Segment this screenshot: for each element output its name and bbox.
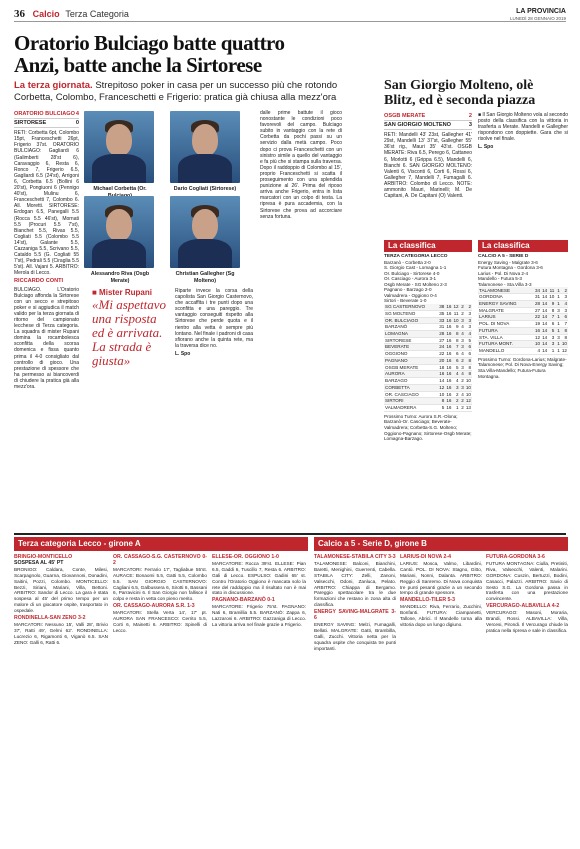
photo-caption: Alessandro Riva (Osgb Merate) — [90, 271, 150, 284]
quote-lead: ■ Mister Rupani — [92, 288, 152, 297]
deck-lead: La terza giornata. — [14, 80, 93, 91]
stat-cell: 2 — [461, 310, 464, 316]
stat-cell: 6 — [465, 344, 472, 351]
result-item: S. Giorgio Cast - Lomagna 1-1 — [384, 265, 447, 271]
stat-cell: 11 — [453, 310, 459, 316]
stat-cell: 16 — [446, 378, 452, 384]
stat-cell: 7 — [548, 314, 555, 321]
stat-cell: 16 — [446, 371, 452, 377]
match-title: ELLESE-OR. OGGIONO 1-0 — [212, 554, 279, 560]
stat-cell: 19 — [534, 321, 541, 327]
stat-cell: 4 — [461, 351, 464, 357]
stat-cell: 5 — [438, 405, 445, 412]
stat-cell: 9 — [548, 301, 555, 308]
stat-cell: 3 — [461, 364, 464, 370]
main-headline — [14, 32, 374, 76]
team-name: OR. BULCIAGO — [384, 317, 438, 324]
standings-row — [384, 324, 472, 331]
match-report: MARCATORE: Frigerio 75'st. PAGNANO: Nati 6, Bramillia 5.5. BARZANÒ: Zappa 6, Lazzaroni 6. ARBITRO: Gazzaniga di Lecco. La vittoria arriva nel finale grazie a Frigerio. — [212, 604, 306, 627]
standings-table — [478, 287, 568, 354]
match-report: RETI: Mandelli 43' 23st, Gallegher 41' 29st, Mandelli 13' 37'st, Gallegher 55' 36'st rig., Mauri 35' 43'st. OSGB MERATE: Riva 6.5, Perego 6, Cattaneo 6, Morlotti 6 (Grippa 6.5), Mandelli 6, Bianchi 6. SAN GIORGIO MOLTENO: Valenti 6, Visconti 6, Corti 6, Rossi 6, Gallegher 7, Mandelli 7, Fumagalli 6. ARBITRO: Colombo di Lecco. NOTE: ammonito Mauri, Marinelli; M. De Capitani, A. De Capitani (O) Valenti. — [384, 132, 472, 200]
page-number: 36 — [14, 8, 25, 20]
main-deck — [14, 80, 374, 104]
stat-cell: 4 — [461, 324, 464, 330]
standings-row — [384, 391, 472, 398]
standings-panel-1 — [384, 240, 472, 442]
team-name: AURORA — [384, 371, 438, 378]
standings-row — [384, 317, 472, 324]
byline: RICCARDO CONTI — [14, 278, 64, 285]
match-title: OR. CASSAGO-S.G. CASTERNOVO 0-2 — [113, 554, 207, 566]
team-name: FUTURA MONT. — [478, 341, 534, 348]
stat-cell: 20 — [439, 357, 445, 363]
team-name: STA. VILLA — [478, 334, 534, 341]
stat-cell: 10 — [465, 391, 471, 397]
match-report: LARIUS: Mosca, Valmo, Libardini, Cantù. POL. DI NOVA: Stagno, Gitto, Mariani, Nonni, Dalanta. ARBITRO: Reggio di Sanremo. Di Nova conquista tre punti pesanti grazie a un secondo tempo di grande spessore. — [400, 560, 482, 596]
stat-cell: 5 — [452, 364, 459, 371]
stat-cell: 10 — [453, 317, 459, 323]
stat-cell: 31 — [439, 324, 445, 330]
result-item: Pagnano - Barzago 2-0 — [384, 287, 432, 293]
team-name: SG MOLTENO — [384, 310, 438, 317]
stat-cell: 5 — [465, 337, 472, 344]
headline-line-1: Oratorio Bulciago batte quattro — [14, 31, 285, 55]
photo-caption: Michael Corbetta (Or. — [93, 186, 147, 192]
match-report: MARCATORI: Ferrario 17', Tagliabue 55'st. AURACE: Bonaomi 5.5, Gatti 5.5, Colombo 5.5. SAN GIORGIO CASTERNOVO: Cagliani 6.5, Galbussera 6, Sirotti 6, Bassani 6, Parravicini 6. Il San Giorgio non fallisce il colpo e resta in vetta con pieno merito. — [113, 566, 207, 602]
stat-cell: 4 — [534, 348, 541, 355]
standings-row — [384, 344, 472, 351]
stat-cell: 8 — [561, 334, 568, 341]
article-column-1 — [14, 110, 79, 528]
stat-cell: 16 — [446, 398, 452, 404]
stat-cell: 18 — [439, 364, 445, 370]
standings-row — [478, 314, 568, 321]
quote-block — [92, 288, 167, 368]
stat-cell: 35 — [439, 310, 445, 316]
stat-cell: 14 — [542, 294, 548, 300]
standings-row — [384, 310, 472, 317]
match-title: TALAMONESE-STABILA CITY 3-3 — [314, 554, 396, 560]
side-article — [384, 78, 568, 108]
side-headline: San Giorgio Molteno, olè Blitz, ed è seconda piazza — [384, 78, 536, 108]
stat-cell: 24 — [439, 344, 445, 350]
stat-cell: 2 — [461, 405, 464, 411]
stat-cell: 4 — [461, 330, 464, 336]
stat-cell: 2 — [461, 304, 464, 310]
result-item: Mandello - Futura 5-3 — [478, 276, 522, 282]
stat-cell: 10 — [561, 341, 567, 347]
team-name: FUTURA — [478, 327, 534, 334]
stat-cell: 3 — [452, 384, 459, 391]
stat-cell: 16 — [446, 357, 452, 363]
team-name: ENERGY SAVING — [478, 301, 534, 308]
story-text: ■ Il San Giorgio Molteno vola al secondo posto della classifica con la vittoria in trasferta a Merate. Mandelli e Gallegher rispondono con doppiette. Gara che si risolve nel finale. — [478, 112, 568, 143]
match-title: BRINGIO-MONTICELLO — [14, 554, 73, 560]
stat-cell: 11 — [549, 287, 555, 293]
stat-cell: 16 — [446, 310, 452, 316]
stat-cell: 3 — [465, 310, 472, 317]
results-column — [212, 553, 306, 843]
stat-cell: 2 — [561, 287, 568, 293]
team-name: MANDELLO — [478, 348, 534, 355]
stat-cell: 10 — [549, 294, 555, 300]
match-title: VERCURAGO-ALBAVILLA 4-2 — [486, 603, 560, 610]
stat-cell: 14 — [542, 307, 548, 313]
standings-group: CALCIO A 5 - SERIE D — [478, 254, 529, 259]
match-note: SOSPESA AL 45' PT — [14, 559, 64, 566]
match-report: MANDELLO: Riva, Ferrario, Zucchini, Bonfanti. FUTURA: Ciampanetti, Tallone, Abrici. Il Mandello torna alla vittoria dopo un lungo digiuno. — [400, 604, 482, 627]
stat-cell: 14 — [542, 321, 548, 327]
stat-cell: 3 — [561, 294, 568, 301]
player-photo — [84, 111, 154, 183]
stat-cell: 10 — [439, 391, 445, 397]
stat-cell: 12 — [561, 348, 567, 354]
results-list — [478, 260, 568, 288]
team-name: TALAMONESE — [478, 287, 534, 293]
headline-line-2: Anzi, batte anche la Sirtorese — [14, 53, 262, 77]
stat-cell: 2 — [465, 304, 472, 310]
team-name: BEVERATE — [384, 344, 438, 351]
next-round: Prossimo Turno: Gordona-Larius; Malgrate-Talamonese; Pol. Di Nova-Energy Saving; Sta.Villa-Mandello; Futura-Futura Montagna. — [478, 356, 567, 379]
stat-cell: 3 — [548, 341, 555, 348]
stat-cell: 31 — [534, 294, 541, 300]
stat-cell: 12 — [465, 398, 471, 404]
standings-title: La classifica — [478, 240, 568, 252]
match-report: VERCURAGO: Masoni, Moraria, Brandi, Rossi. ALBAVILLA: Villa, Vercesi, Pirondi. Il Vercurago chiude la pratica nella ripresa e sale in classifica. — [486, 610, 568, 633]
player-photo — [170, 196, 240, 268]
standings-row — [478, 327, 568, 334]
team-name: BARZANÒ — [384, 324, 438, 331]
results-column — [486, 553, 568, 843]
stat-cell: 6 — [548, 321, 555, 328]
article-column-4 — [175, 288, 253, 528]
team-name: OGGIONO — [384, 351, 438, 358]
standings-row — [384, 384, 472, 391]
standings-row — [384, 337, 472, 344]
story-text: Riparte invece la corsa della capolista San Giorgio Casternovo, che accaffita i tre punti dopo una sconfitta e una pareggio. Tre vantaggio conseguiti rispetto alla Sirtorese che perde quota e il rientro alla vetta è sempre più lontano. Nel finale i padroni di casa sfiorano anche la quinta rete, ma la traversa dice no. — [175, 288, 253, 349]
newspaper-name: LA PROVINCIA — [516, 8, 566, 15]
stat-cell: 4 — [465, 330, 472, 337]
stat-cell: 16 — [446, 330, 452, 336]
match-report: MARCATORI: Nessuno 15', Valli 28', Brivio 37', Ratti 49', Gelmi 62'. RONDINELLA: Lucrezio 6, Rigamonti 6, Viganò 6.5. SAN ZENO: Galli 6, Ratti 6. — [14, 621, 108, 645]
stat-cell: 14 — [542, 314, 548, 320]
stat-cell: 3 — [461, 344, 464, 350]
team-name: SIRTORI — [384, 398, 438, 405]
standings-row — [478, 341, 568, 348]
team-name: LOMAGNA — [384, 330, 438, 337]
standings-row — [478, 301, 568, 308]
stat-cell: 8 — [561, 327, 568, 334]
team-name: CORBETTA — [384, 384, 438, 391]
stat-cell: 8 — [465, 364, 472, 371]
standings-panel-2 — [478, 240, 568, 379]
result-item: Energy Saving - Malgrate 3-6 — [478, 259, 538, 265]
results-column — [400, 553, 482, 843]
standings-row — [478, 307, 568, 314]
article-column-3 — [260, 110, 342, 528]
stat-cell: 14 — [542, 334, 548, 340]
standings-row — [384, 364, 472, 371]
stat-cell: 3 — [557, 307, 560, 313]
stat-cell: 3 — [461, 337, 464, 343]
result-item: Futura Montagna - Gordona 3-6 — [478, 265, 543, 271]
result-item: Talamonese - Sta.Villa 3-3 — [478, 281, 532, 287]
photo-caption: Dario Cogliati (Sirtorese) — [173, 186, 237, 192]
stat-cell: 1 — [452, 405, 459, 412]
issue-date: LUNEDÌ 28 GENNAIO 2019 — [509, 16, 566, 21]
stat-cell: 10 — [465, 378, 471, 384]
stat-cell: 16 — [446, 351, 452, 357]
match-title: LARIUS-DI NOVA 2-4 — [400, 554, 452, 560]
section-band: Calcio a 5 - Serie D, girone B — [314, 537, 568, 551]
standings-row — [384, 351, 472, 358]
player-photo — [84, 196, 154, 268]
section-band: Terza categoria Lecco - girone A — [14, 537, 308, 551]
team-name: LARIUS — [478, 314, 534, 321]
standings-row — [384, 378, 472, 385]
match-report: ENERGY SAVING: Melzi, Fumagalli, Bellati. MALGRATE: Gatti, Brambilla, Galli, Zucchi. Vittoria netta per la squadra ospite che conquista tre punti importanti. — [314, 621, 396, 651]
stat-cell: 16 — [446, 304, 452, 310]
team-name: MALGRATE — [478, 307, 534, 314]
photo-caption: Christian Gallegher (Sg Molteno) — [175, 271, 235, 284]
stat-cell: 1 — [548, 348, 555, 355]
score-row-home: ORATORIO BULCIAGO 4 — [14, 110, 79, 119]
match-title: ENERGY SAVING-MALGRATE 3-6 — [314, 609, 396, 622]
stat-cell: 1 — [557, 341, 560, 347]
stat-cell: 3 — [548, 334, 555, 341]
stat-cell: 1 — [557, 327, 560, 333]
stat-cell: 16 — [446, 317, 452, 323]
team-name: BARZAGO — [384, 378, 438, 385]
pull-quote: «Mi aspettavo una risposta ed è arrivata. La strada è giusta» — [92, 297, 167, 368]
stat-cell: 1 — [557, 301, 560, 307]
side-story — [478, 112, 568, 237]
standings-title: La classifica — [384, 240, 472, 252]
stat-cell: 13 — [465, 405, 471, 411]
stat-cell: 1 — [557, 294, 560, 300]
stat-cell: 3 — [465, 324, 472, 331]
stat-cell: 1 — [557, 287, 560, 293]
match-report: MARCATORE: Rocca 39'st. ELLESE: Pian 6.5, Gaddi 6, Tuscillo 7, Resta 6. ARBITRO: Gali di Lecco. ESPULSO: Gadini 65' st. Contro l'Oratorio Oggiono è mancata solo la rete del raddoppio ma il risultato non è mai stato in discussione. — [212, 560, 306, 596]
stat-cell: 27 — [534, 307, 541, 313]
page-header — [14, 8, 566, 22]
stat-cell: 4 — [452, 378, 459, 385]
stat-cell: 1 — [557, 321, 560, 327]
standings-row — [384, 371, 472, 378]
stat-cell: 28 — [534, 301, 541, 307]
stat-cell: 2 — [461, 357, 464, 363]
stat-cell: 27 — [439, 337, 445, 343]
stat-cell: 8 — [465, 371, 472, 378]
stat-cell: 16 — [446, 344, 452, 350]
standings-row — [478, 321, 568, 328]
team-name: OSGB MERATE — [384, 364, 438, 371]
stat-cell: 7 — [561, 321, 568, 328]
stat-cell: 3 — [465, 317, 472, 324]
match-title: OR. CASSAGO-AURORA S.R. 1-3 — [113, 603, 195, 610]
standings-table — [384, 304, 472, 412]
divider — [14, 533, 566, 535]
stat-cell: 8 — [548, 307, 555, 314]
next-round: Prossimo Turno: Aurora S.R.-Olona; Barzanò-Or. Casciago; Beverate-Valmadrera; Corbetta-S.G. Molteno; Oggiono-Pagnano; Sirtorese-Osgb Merate; Lomagna-Barzago. — [384, 413, 472, 442]
stat-cell: 10 — [465, 384, 471, 390]
story-text: BULCIAGO. L'Oratorio Bulciago affonda la Sirtorese con un secco e strepitoso poker e si aggiudica il match valido per la terza giornata di ritorno del campionato lecchese di Terza categoria. La squadra di mister Rupani domina la rocambolesca sconfitta della scorsa domenica e fissa quanto prima il 4-0 consigliato dal controllo di gioco. Una prestazione di spessore che ha permesso ai biancoverdi di chiudere la pratica già alla mezz'ora. — [14, 286, 79, 391]
stat-cell: 6 — [465, 351, 472, 358]
subsection-label: Terza Categoria — [65, 9, 129, 19]
match-title: FUTURA-GORDONA 3-6 — [486, 554, 545, 560]
standings-row — [384, 330, 472, 337]
stat-cell: 12 — [439, 384, 445, 390]
result-item: Larius - Pol. Di Nova 2-4 — [478, 270, 529, 276]
stat-cell: 22 — [439, 351, 445, 357]
standings-row — [384, 405, 472, 412]
stat-cell: 16 — [446, 384, 452, 390]
team-name: SIRTORESE — [384, 337, 438, 344]
results-column — [14, 553, 108, 843]
stat-cell: 3 — [557, 334, 560, 340]
stat-cell: 16 — [446, 405, 452, 411]
stat-cell: 14 — [542, 348, 548, 354]
stat-cell: 2 — [461, 398, 464, 404]
stat-cell: 14 — [542, 287, 548, 293]
signature: L. Spo — [478, 144, 494, 151]
deck-text: Strepitoso poker in casa per un successo più che rotondo Corbetta, Colombo, Franceschetti e Frigerio: pratica già chiusa alla mezz'ora — [14, 80, 338, 103]
stat-cell: 6 — [452, 357, 459, 364]
result-item: Valmadrera - Oggiono 0-4 — [384, 292, 437, 298]
match-report: TALAMONESE: Balconi, Bianchini, Baretti, Menighini, Guerrenti, Cabella. STABILA CITY: Zelli, Zanoni, Valsecchi, Odoni, Zanluca, Pelato. ARBITRO: Chiappa di Bergamo. Pareggio spettacolare tra le due formazioni che restano in zona alta di classifica. — [314, 560, 396, 608]
stat-cell: 1 — [557, 348, 560, 354]
player-photo — [170, 111, 240, 183]
team-name: SG CASTERNOVO — [384, 304, 438, 310]
team-name: OR. CASCIAGO — [384, 391, 438, 398]
stat-cell: 5 — [548, 327, 555, 334]
stat-cell: 16 — [439, 371, 445, 377]
score-row-home: OSGB MERATE 2 — [384, 112, 472, 121]
section-label: Calcio — [32, 9, 60, 19]
stat-cell: 6 — [452, 351, 459, 358]
stat-cell: 16 — [534, 327, 541, 333]
stat-cell: 8 — [452, 337, 459, 344]
stat-cell: 16 — [446, 364, 452, 370]
standings-row — [384, 357, 472, 364]
signature: L. Spo — [175, 350, 191, 357]
match-report: RETI: Corbetta 6pt, Colombo 15pt, Franceschetti 26pt, Frigerio 37st. ORATORIO BULCIAGO: Gagliardi 6 (Galimberti 28'st 6), Caravaggio 6, Resta 6, Ronco 7, Frigerio 6.5, Gagliardi 6.5 (24'st), Arrigoni 6, Corbetta 6.5 (Bollini 6 20'st), Pongiuoni 6 (Pennigo 40'st), Mulinu 6, Franceschetti 7, Colombo 6. All. Moretti. SIRTORESE: Erdogan 6.5, Panegalli 5.5 (Rocca 5.5 46'st), Mornati 5.5 (Procuri 5.5 7'st), Bianchet 5.5, Rivas 5.5, Cogliati 5.5 (Colombo 5.5 14'st), Galante 5.5, Cazzaniga 5.5, Scrivano 5.5, Cataldo 5.5 (G. Cogliati 55 7'st), Pedrali 5.5 (Ciraglia 5.5 5'st). All. Vajani 5. ARBITRO: Merola di Lecco. — [14, 130, 79, 277]
match-title: MANDELLO-TILER 5-3 — [400, 597, 456, 604]
results-column — [314, 553, 396, 843]
match-report: MARCATORI: Stella Verta 14', 17' pt. AURORA SAN FRANCESCO: Cerrito 5.5, Corti 6, Mainetti 6. ARBITRO: Spinelli di Lecco. — [113, 610, 207, 633]
stat-cell: 2 — [461, 378, 464, 384]
stat-cell: 3 — [561, 307, 568, 314]
stat-cell: 22 — [534, 314, 541, 320]
stat-cell: 38 — [439, 304, 445, 310]
team-name: PAGNANO — [384, 357, 438, 364]
stat-cell: 3 — [461, 384, 464, 390]
standings-row — [478, 294, 568, 301]
standings-row — [478, 334, 568, 341]
stat-cell: 2 — [452, 398, 459, 405]
stat-cell: 14 — [439, 378, 445, 384]
team-name: VALMADRERA — [384, 405, 438, 412]
stat-cell: 4 — [461, 391, 464, 397]
result-item: Barzanò - Corbetta 2-0 — [384, 259, 431, 265]
stat-cell: 2 — [452, 391, 459, 398]
stat-cell: 3 — [461, 317, 464, 323]
team-name: POL. DI NOVA — [478, 321, 534, 328]
results-list — [384, 260, 472, 304]
score-row-away: SIRTORESE 0 — [14, 119, 79, 128]
match-report: FUTURA MONTAGNA: Ciulla, Pretiniti, Riva, Valsecchi, Valenti, Malarini. GORDONA: Cuszin, Bertuzzi, Bodini, Casacci, Palazzi. ARBITRO: Savio di Sesto S.G. La Gordona passa in trasferta con una prestazione convincente. — [486, 560, 568, 602]
stat-cell: 8 — [438, 398, 445, 405]
stat-cell: 4 — [561, 301, 568, 308]
score-row-away: SAN GIORGIO MOLTENO 3 — [384, 121, 472, 130]
standings-row — [478, 348, 568, 355]
result-item: Sirtori - Beverate 1-0 — [384, 298, 427, 304]
stat-cell: 4 — [452, 371, 459, 378]
result-item: Osgb Merate - SG Molteno 2-3 — [384, 281, 447, 287]
stat-cell: 7 — [452, 344, 459, 351]
stat-cell: 16 — [446, 324, 452, 330]
result-item: Or. Casciago - Aurora 3-1 — [384, 276, 437, 282]
stat-cell: 1 — [557, 314, 560, 320]
stat-cell: 34 — [534, 287, 541, 293]
stat-cell: 10 — [534, 341, 541, 347]
stat-cell: 12 — [534, 334, 541, 340]
stat-cell: 8 — [452, 330, 459, 337]
stat-cell: 14 — [542, 327, 548, 333]
stat-cell: 14 — [542, 301, 548, 307]
team-name: GORDONA — [478, 294, 534, 301]
stat-cell: 16 — [446, 337, 452, 343]
results-column — [113, 553, 207, 843]
standings-group: TERZA CATEGORIA LECCO — [384, 254, 448, 259]
stat-cell: 28 — [439, 330, 445, 336]
stat-cell: 8 — [465, 357, 472, 364]
match-title: RONDINELLA-SAN ZENO 3-2 — [14, 615, 86, 622]
stat-cell: 33 — [439, 317, 445, 323]
match-report: BRONIGO: Caldara, Conte, Milesi, Scarpagnolo, Guarna, Giovannoni, Donadini, Saitini, Pozzi, Colombo. MONTICELLO: Bezzi, Siriani, Mariani, Villa, Bettoni. ARBITRO: Sandor di Lecco. La gara è stata sospesa al 45' del primo tempo per un malore di un giocatore ospite, trasportato in ospedale. — [14, 566, 108, 614]
stat-cell: 16 — [446, 391, 452, 397]
result-item: Or. Bulciago - Sirtorese 4-0 — [384, 270, 440, 276]
stat-cell: 6 — [561, 314, 568, 321]
story-text: dalle prime battute il gioco nonostante le condizioni poco favorevoli del campo. Bulciago subito in vantaggio con la rete di Corbetta da pochi passi su un servizio dalla metà campo. Poco dopo ci prova Franceschetti con un sinistro simile a quello del vantaggio e fa più che si stampa sulla traversa. Dopo il raddoppio di Colombo al 15', proprio Franceschetti si scatta il proseguimento con una splendida punizione al 26'. Prima del riposo arriva anche Frigerio, entra in lista marcatori con un colpo di testa. La ripresa è pura accademia, con la Sirtorese che prova ad accorciare senza fortuna. — [260, 110, 342, 220]
match-title: PAGNANO-BARZANÒ 0-1 — [212, 597, 275, 604]
standings-row — [384, 398, 472, 405]
stat-cell: 14 — [542, 341, 548, 347]
stat-cell: 4 — [461, 371, 464, 377]
stat-cell: 9 — [452, 324, 459, 331]
stat-cell: 12 — [453, 304, 459, 310]
side-score-box — [384, 112, 472, 237]
